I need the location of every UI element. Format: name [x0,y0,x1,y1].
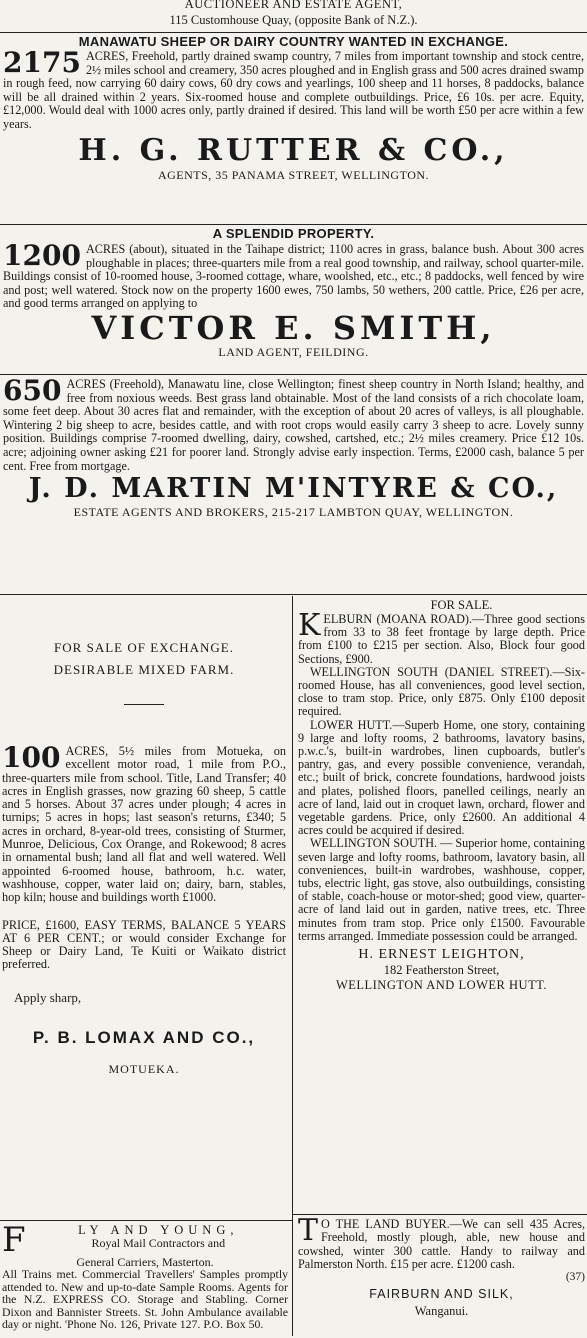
ad-paragraph: LOWER HUTT.—Superb Home, one story, containing 9 large and lofty rooms, 2 bathrooms, lavatory basins, p.w.c.'s, built-in wardrobes, linen cupboards, butler's pantry, gas, and every possible convenience, verandah, etc.; built of brick, concrete foundations, hardwood joists and plates, polished floors, panelled ceilings, nearly an acre of land, laid out in croquet lawn, orchard, flower and vegetable gardens. Price, only £2600. An additional 4 acres could be acquired if desired. [298,717,585,838]
ad-title: LY AND YOUNG, [78,1223,239,1237]
firm-name: P. B. LOMAX AND CO., [32,1027,256,1047]
short-rule [124,704,164,705]
firm-town: MOTUEKA. [108,1061,180,1076]
ad-reference: (37) [565,1271,585,1284]
ad-subheading: DESIRABLE MIXED FARM. [53,662,235,677]
divider [0,374,587,375]
ad-650-acres [3,374,584,578]
ad-manawatu [3,34,584,214]
divider [0,1220,292,1221]
divider [0,594,587,595]
firm-name: FAIRBURN AND SILK, [369,1287,514,1302]
ad-heading: MANAWATU SHEEP OR DAIRY COUNTRY WANTED IN EXCHANGE. [78,34,509,49]
ad-paragraph: WELLINGTON SOUTH (DANIEL STREET).—Six-roomed House, has all conveniences, good level section, close to tram stop. Price, only £875. Only £100 deposit required. [298,664,585,719]
ad-price: PRICE, £1600, EASY TERMS, BALANCE 5 YEARS AT 6 PER CENT.; or would consider Exchange for Sheep or Dairy Land, Te Kuiti or Waikato district preferred. [2,917,286,972]
firm-name: VICTOR E. SMITH, [91,308,496,347]
firm-address: LAND AGENT, FEILDING. [218,344,369,359]
ad-body: ACRES, 5½ miles from Motueka, on excellent motor road, 1 mile from P.O., three-quarters mile from school. Title, Land Transfer; 40 acres in English grasses, now grazing 60 sheep, 5 cattle and 5 horses. About 37 acres under plough; 4 acres in turnips; 5 acres in hops; last season's returns, £340; 5 acres in orchard, 8-year-old trees, consisting of Sturmer, Munroe, Delicious, Cox Orange, and Rokewood; 8 acres in ornamental bush; land all flat and well watered. Well appointed 6-roomed house, bathroom, h.c. water, washhouse, copper, water laid on; dairy, barn, stables, hop kiln; house and buildings worth £1000. [2,744,286,905]
ad-land-buyer [298,1213,585,1336]
ad-body: ACRES (Freehold), Manawatu line, close Wellington; finest sheep country in North Island; healthy, and free from noxious weeds. Best grass land obtainable. Most of the land consists of a rich chocolate loam, some feet deep. About 30 acres flat and remainder, with the exception of about 20 acres of valleys, is all ploughable. Wintering 2 big sheep to acre, besides cattle, and with root crops would easily carry 3 sheep to acre. Lovely sunny position. Buildings comprise 7-roomed dwelling, dairy, cowshed, cartshed, etc.; 2½ miles creamery. Price £12 10s. acre; adjoining owner asking £21 for poorer land. Strongly advise early inspection. Terms, £2000 cash, balance 5 per cent. Free from mortgage. [3,377,584,473]
acre-number: 1200 [3,239,81,272]
column-divider [292,596,293,1336]
firm-address: AGENTS, 35 PANAMA STREET, WELLINGTON. [157,167,430,182]
ad-paragraph: WELLINGTON SOUTH. — Superior home, containing seven large and lofty rooms, bathroom, lavatory basin, all conveniences, built-in wardrobes, washhouse, copper, tubs, electric light, gas stove, also outbuildings, consisting of stable, coach-house or motor-shed; good view, quarter-acre of land laid out in garden, native trees, etc. Three minutes from tram stop. Price only £1500. Favourable terms arranged. Immediate possession could be arranged. [298,836,585,943]
divider [292,1214,587,1215]
ad-for-sale-wellington [298,598,585,1210]
firm-town: Wanganui. [414,1304,469,1319]
firm-name: H. ERNEST LEIGHTON, [358,947,525,963]
top-address: 115 Customhouse Quay, (opposite Bank of N.Z.). [169,13,418,27]
apply-text: Apply sharp, [14,989,82,1005]
firm-name: H. G. RUTTER & CO., [78,132,509,168]
ad-body: All Trains met. Commercial Travellers' Samples promptly attended to. New and up-to-date Sample Rooms. Agents for the N.Z. EXPRESS CO. Storage and Stabling. Corner Dixon and Bannister Streets. St. John Ambulance available day or night. 'Phone No. 126, Private 127. P.O. Box 50. [2,1267,288,1332]
ad-body: ACRES, Freehold, partly drained swamp country, 7 miles from important township and stock centre, 2½ miles school and creamery, 350 acres ploughed and in English grass and 500 acres drained swamp in rough feed, now carrying 60 dairy cows, 60 dry cows and yearlings, 100 sheep and 11 horses, 8 paddocks, balance will be all drained within 2 years. Six-roomed house and complete outbuildings. Price, £6 10s. per acre. Equity, £12,000. Would deal with 1000 acres only, partly drained if desired. This land will be worth £50 per acre within a few years. [3,49,584,131]
ad-body: O THE LAND BUYER.—We can sell 435 Acres, Freehold, mostly plough, able, new house and cowshed, winter 300 cattle. Handy to railway and Palmerston North. £15 per acre. £1200 cash. [298,1217,585,1271]
top-heading: AUCTIONEER AND ESTATE AGENT, [184,0,403,11]
ad-paragraph: ELBURN (MOANA ROAD).—Three good sections from 33 to 38 feet frontage by large depth. Price from £100 to £215 per section. Also, Block four good Sections, £900. [298,612,585,666]
firm-address: 182 Featherston Street, [383,963,500,978]
ad-body: ACRES (about), situated in the Taihape district; 1100 acres in grass, balance bush. About 300 acres ploughable in places; three-quarters mile from a real good township, and railway, school quarter-mile. Buildings consist of 10-roomed house, 3-roomed cottage, whare, woolshed, etc., etc.; 8 paddocks, well fenced by wire and post; well watered. Stock now on the property 1600 ewes, 750 lambs, 50 wethers, 200 cattle. Price, £26 per acre, and good terms arranged on applying to [3,242,584,311]
drop-cap: T [298,1213,319,1248]
firm-town: WELLINGTON AND LOWER HUTT. [335,978,548,993]
ad-splendid-property [3,226,584,376]
acre-number: 2175 [3,46,81,79]
acre-number: 650 [3,374,62,407]
drop-cap: K [298,608,321,643]
divider [0,32,587,33]
firm-name: J. D. MARTIN M'INTYRE & CO., [28,473,559,505]
ad-fly-and-young [2,1220,288,1336]
ad-subtitle: Royal Mail Contractors and [91,1236,226,1250]
divider [0,224,587,225]
ad-heading: A SPLENDID PROPERTY. [212,226,375,241]
ad-subtitle: General Carriers, Masterton. [76,1255,214,1269]
ad-heading: FOR SALE. [430,598,493,612]
acre-number: 100 [2,741,61,774]
ad-mixed-farm [2,640,286,1170]
drop-cap: F [2,1220,26,1260]
firm-address: ESTATE AGENTS AND BROKERS, 215-217 LAMBTON QUAY, WELLINGTON. [73,505,514,520]
ad-heading: FOR SALE OF EXCHANGE. [54,640,234,655]
